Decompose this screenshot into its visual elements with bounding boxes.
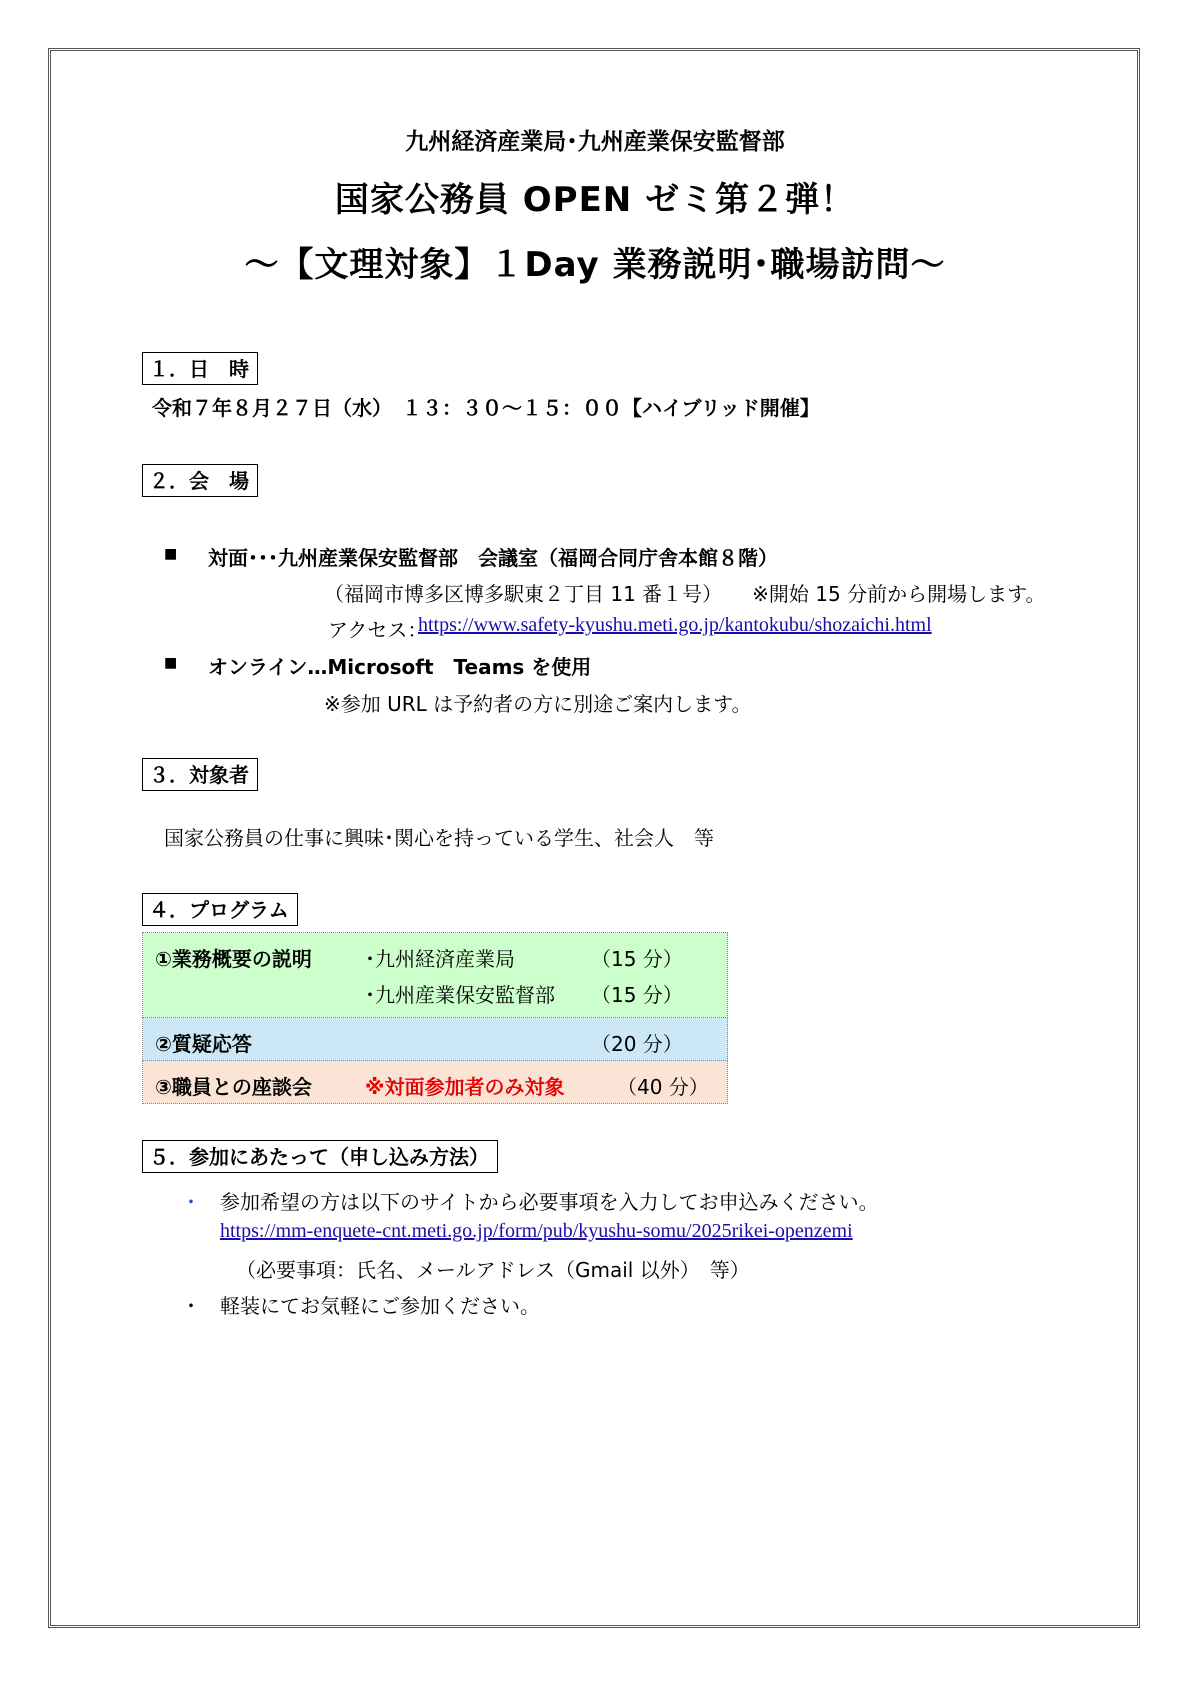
section-heading-datetime: １．日 時 (142, 352, 258, 385)
online-venue: オンライン…Microsoft Teams を使用 (208, 655, 592, 679)
program-item: ③職員との座談会 (155, 1075, 312, 1099)
program-detail: ･九州経済産業局 (365, 947, 515, 971)
program-row (143, 933, 728, 1018)
inperson-venue: 対面･･･九州産業保安監督部 会議室（福岡合同庁舎本館８階） (208, 546, 778, 570)
square-bullet-icon: ■ (164, 546, 178, 562)
section-heading-venue: ２．会 場 (142, 464, 258, 497)
program-time: （15 分） (591, 947, 683, 971)
application-link[interactable]: https://mm-enquete-cnt.meti.go.jp/form/pub/kyushu-somu/2025rikei-openzemi (220, 1220, 853, 1242)
organization: 九州経済産業局･九州産業保安監督部 (405, 129, 785, 155)
audience-text: 国家公務員の仕事に興味･関心を持っている学生、社会人 等 (164, 826, 714, 850)
dress-code-note: 軽装にてお気軽にご参加ください。 (220, 1294, 540, 1318)
access-link[interactable]: https://www.safety-kyushu.meti.go.jp/kantokubu/shozaichi.html (418, 614, 932, 636)
program-table (142, 932, 728, 1104)
program-row (143, 1061, 728, 1104)
required-fields-note: （必要事項：氏名、メールアドレス（Gmail 以外） 等） (236, 1258, 750, 1282)
page-title: 国家公務員 OPEN ゼミ第２弾！ (334, 180, 856, 220)
online-note: ※参加 URL は予約者の方に別途ご案内します。 (324, 692, 752, 716)
program-item: ②質疑応答 (155, 1032, 252, 1056)
venue-address: （福岡市博多区博多駅東２丁目 11 番１号） ※開始 15 分前から開場します。 (324, 582, 1046, 606)
event-datetime: 令和７年８月２７日（水） １３：３０～１５：００【ハイブリッド開催】 (152, 396, 820, 420)
program-time: （20 分） (591, 1032, 683, 1056)
program-detail: ･九州産業保安監督部 (365, 983, 555, 1007)
access-label: アクセス： (328, 618, 428, 642)
program-item: ①業務概要の説明 (155, 947, 312, 971)
section-heading-program: ４．プログラム (142, 893, 298, 926)
program-note: ※対面参加者のみ対象 (365, 1075, 565, 1099)
bullet-dot-icon: ･ (186, 1294, 196, 1318)
program-row (143, 1018, 728, 1061)
application-instruction: 参加希望の方は以下のサイトから必要事項を入力してお申込みください。 (220, 1190, 879, 1214)
bullet-dot-icon: ･ (186, 1190, 196, 1214)
page-subtitle: ～【文理対象】１Day 業務説明･職場訪問～ (244, 245, 946, 285)
section-heading-application: ５．参加にあたって（申し込み方法） (142, 1140, 498, 1173)
program-time: （15 分） (591, 983, 683, 1007)
program-time: （40 分） (617, 1075, 709, 1099)
square-bullet-icon: ■ (164, 655, 178, 671)
section-heading-audience: ３．対象者 (142, 758, 258, 791)
